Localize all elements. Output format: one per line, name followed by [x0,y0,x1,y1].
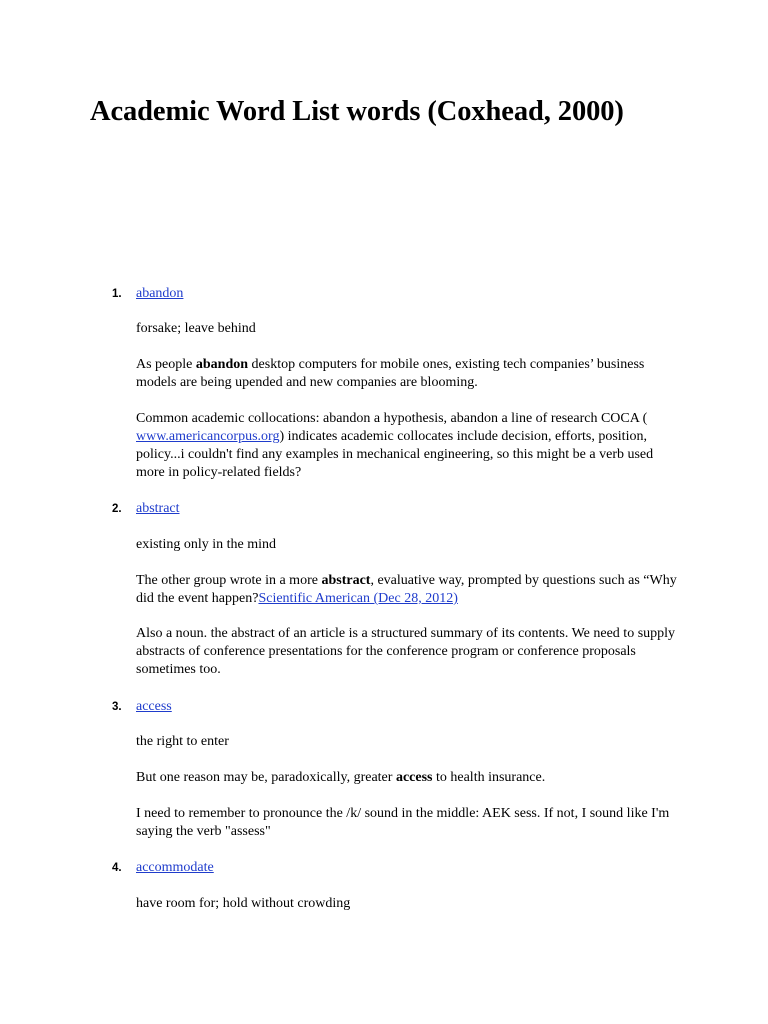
entry-number: 3. [112,701,122,713]
definition: have room for; hold without crowding [136,896,351,911]
word-link-access[interactable]: access [136,699,172,714]
highlighted-word: access [395,770,433,785]
definition: the right to enter [136,734,229,749]
entry-number: 4. [112,862,122,874]
usage-note: I need to remember to pronounce the /k/ sound in the middle: AEK sess. If not, I sound like I'm saying the verb "assess" [136,806,670,839]
usage-note: Also a noun. the abstract of an article is a structured summary of its contents. We need to supply abstracts of conference presentations for the conference program or conference proposals sometimes too. [136,626,676,677]
page-title: Academic Word List words (Coxhead, 2000) [90,96,624,127]
definition: existing only in the mind [136,537,276,552]
source-link[interactable]: Scientific American (Dec 28, 2012) [258,591,458,606]
entry-number: 1. [112,288,122,300]
word-link-abandon[interactable]: abandon [136,286,184,301]
example-sentence: As people abandon desktop computers for mobile ones, existing tech companies’ business models are being upended and new companies are blooming. [136,357,645,390]
corpus-link[interactable]: www.americancorpus.org [136,429,280,444]
word-link-abstract[interactable]: abstract [136,501,180,516]
definition: forsake; leave behind [136,321,256,336]
entry-number: 2. [112,503,122,515]
word-link-accommodate[interactable]: accommodate [136,860,214,875]
example-sentence: The other group wrote in a more abstract, evaluative way, prompted by questions such as “Why did the event happen?Scientific American (Dec 28, 2012) [136,573,677,606]
usage-note: Common academic collocations: abandon a hypothesis, abandon a line of research COCA ( www.americancorpus.org) indicates academic collocates include decision, efforts, position, policy...i couldn't find any examples in mechanical engineering, so this might be a verb used more in policy-related fields? [136,411,654,480]
highlighted-word: abstract [321,573,371,588]
example-sentence: But one reason may be, paradoxically, greater access to health insurance. [136,770,546,785]
highlighted-word: abandon [195,357,249,372]
